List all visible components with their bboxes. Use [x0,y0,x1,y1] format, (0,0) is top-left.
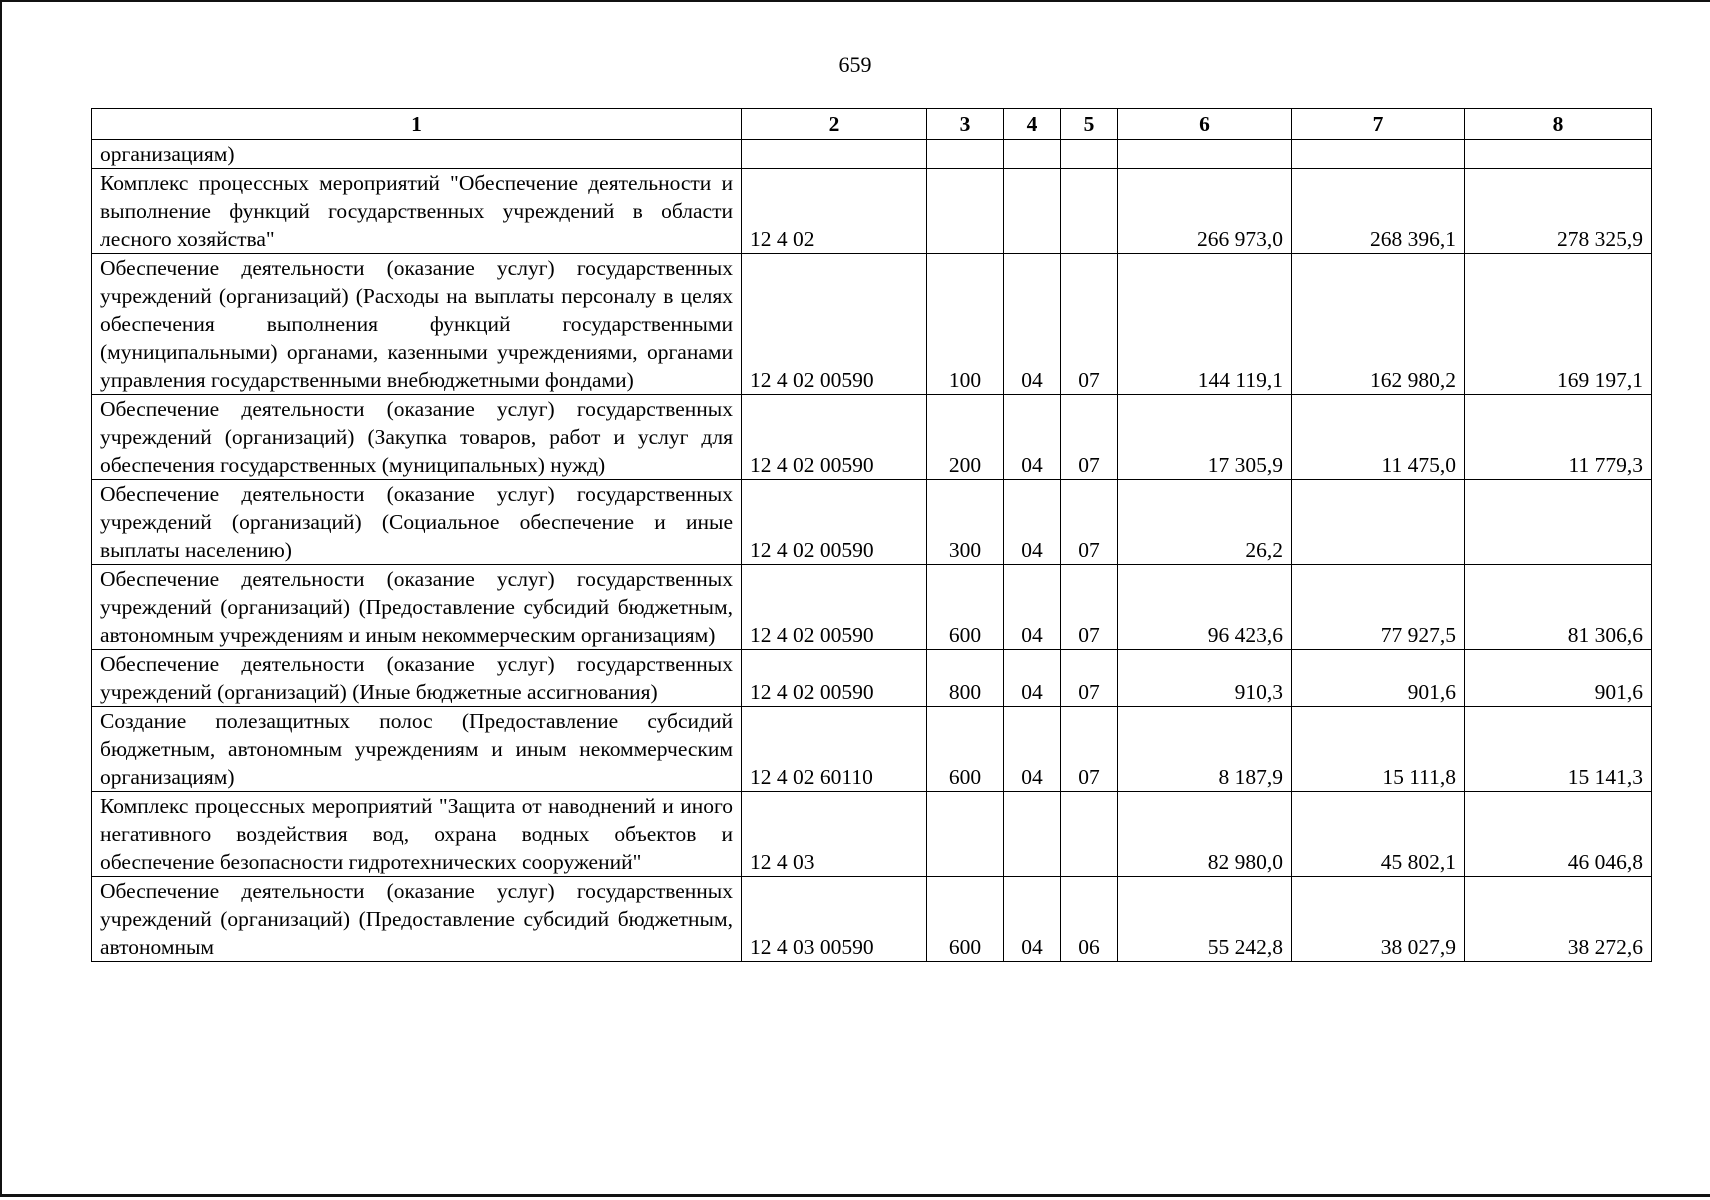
header-col-3: 3 [927,109,1004,140]
table-row [92,140,1652,169]
row-name: Обеспечение деятельности (оказание услуг) государственных учреждений (организаций) (Иные бюджетные ассигнования) [92,650,742,707]
row-subsection: 07 [1061,565,1118,650]
row-section [1004,140,1061,169]
row-expense-type [927,169,1004,254]
row-subsection: 07 [1061,480,1118,565]
table-row [92,792,1652,877]
row-name: Обеспечение деятельности (оказание услуг) государственных учреждений (организаций) (Расходы на выплаты персоналу в целях обеспечения выполнения функций государственными (муниципальными) органами, казенными учреждениями, органами управления государственными внебюджетными фондами) [92,254,742,395]
table-row [92,254,1652,395]
row-subsection: 07 [1061,395,1118,480]
row-expense-type: 600 [927,707,1004,792]
row-amount-col6: 82 980,0 [1118,792,1292,877]
row-name: Комплекс процессных мероприятий "Обеспечение деятельности и выполнение функций государственных учреждений в области лесного хозяйства" [92,169,742,254]
row-subsection: 07 [1061,650,1118,707]
row-amount-col7: 38 027,9 [1292,877,1465,962]
page-number: 659 [838,52,872,77]
row-section: 04 [1004,254,1061,395]
row-amount-col8: 169 197,1 [1465,254,1652,395]
row-amount-col8: 15 141,3 [1465,707,1652,792]
row-amount-col6: 910,3 [1118,650,1292,707]
row-amount-col7: 162 980,2 [1292,254,1465,395]
header-col-2: 2 [742,109,927,140]
row-amount-col8: 278 325,9 [1465,169,1652,254]
table-row [92,395,1652,480]
row-code: 12 4 02 60110 [742,707,927,792]
row-amount-col6: 8 187,9 [1118,707,1292,792]
header-col-8: 8 [1465,109,1652,140]
row-amount-col6: 55 242,8 [1118,877,1292,962]
row-code [742,140,927,169]
header-col-4: 4 [1004,109,1061,140]
row-subsection [1061,169,1118,254]
row-amount-col8: 81 306,6 [1465,565,1652,650]
row-subsection: 07 [1061,254,1118,395]
row-amount-col6: 17 305,9 [1118,395,1292,480]
row-name: Обеспечение деятельности (оказание услуг) государственных учреждений (организаций) (Предоставление субсидий бюджетным, автономным [92,877,742,962]
table-row [92,707,1652,792]
table-row [92,565,1652,650]
row-code: 12 4 02 00590 [742,565,927,650]
row-expense-type [927,792,1004,877]
row-amount-col6: 26,2 [1118,480,1292,565]
row-expense-type: 600 [927,877,1004,962]
row-expense-type: 800 [927,650,1004,707]
row-amount-col6: 266 973,0 [1118,169,1292,254]
row-expense-type: 100 [927,254,1004,395]
scan-border-top [0,0,1710,2]
row-amount-col7: 901,6 [1292,650,1465,707]
budget-table [91,108,1652,962]
row-section [1004,169,1061,254]
row-amount-col7: 77 927,5 [1292,565,1465,650]
row-amount-col6: 144 119,1 [1118,254,1292,395]
row-section: 04 [1004,480,1061,565]
scan-border-left [0,0,2,1196]
header-col-7: 7 [1292,109,1465,140]
row-code: 12 4 03 00590 [742,877,927,962]
row-code: 12 4 02 00590 [742,650,927,707]
row-subsection: 07 [1061,707,1118,792]
row-amount-col7: 15 111,8 [1292,707,1465,792]
row-section [1004,792,1061,877]
row-amount-col8: 11 779,3 [1465,395,1652,480]
row-name: Обеспечение деятельности (оказание услуг) государственных учреждений (организаций) (Социальное обеспечение и иные выплаты населению) [92,480,742,565]
row-amount-col8: 901,6 [1465,650,1652,707]
row-section: 04 [1004,707,1061,792]
row-expense-type [927,140,1004,169]
row-amount-col8 [1465,480,1652,565]
header-col-1: 1 [92,109,742,140]
table-row [92,650,1652,707]
row-code: 12 4 02 00590 [742,480,927,565]
row-name: Обеспечение деятельности (оказание услуг) государственных учреждений (организаций) (Предоставление субсидий бюджетным, автономным учреждениям и иным некоммерческим организациям) [92,565,742,650]
header-col-6: 6 [1118,109,1292,140]
row-amount-col6 [1118,140,1292,169]
header-row [92,109,1652,140]
row-code: 12 4 02 [742,169,927,254]
row-name: Обеспечение деятельности (оказание услуг) государственных учреждений (организаций) (Закупка товаров, работ и услуг для обеспечения государственных (муниципальных) нужд) [92,395,742,480]
row-subsection [1061,140,1118,169]
row-code: 12 4 02 00590 [742,254,927,395]
row-code: 12 4 03 [742,792,927,877]
row-name: Комплекс процессных мероприятий "Защита от наводнений и иного негативного воздействия вод, охрана водных объектов и обеспечение безопасности гидротехнических сооружений" [92,792,742,877]
table-row [92,480,1652,565]
row-section: 04 [1004,395,1061,480]
row-amount-col8: 38 272,6 [1465,877,1652,962]
header-col-5: 5 [1061,109,1118,140]
row-subsection: 06 [1061,877,1118,962]
scan-border-bottom [0,1194,1710,1197]
row-amount-col7: 11 475,0 [1292,395,1465,480]
row-subsection [1061,792,1118,877]
table-header [92,109,1652,140]
row-expense-type: 600 [927,565,1004,650]
row-amount-col7 [1292,140,1465,169]
row-expense-type: 300 [927,480,1004,565]
row-amount-col6: 96 423,6 [1118,565,1292,650]
row-expense-type: 200 [927,395,1004,480]
row-code: 12 4 02 00590 [742,395,927,480]
row-amount-col7: 268 396,1 [1292,169,1465,254]
row-amount-col8 [1465,140,1652,169]
table-row [92,169,1652,254]
row-section: 04 [1004,650,1061,707]
table-body [92,140,1652,962]
table-row [92,877,1652,962]
row-section: 04 [1004,877,1061,962]
row-amount-col7: 45 802,1 [1292,792,1465,877]
row-name: Создание полезащитных полос (Предоставление субсидий бюджетным, автономным учреждениям и иным некоммерческим организациям) [92,707,742,792]
row-section: 04 [1004,565,1061,650]
row-amount-col7 [1292,480,1465,565]
row-amount-col8: 46 046,8 [1465,792,1652,877]
row-name: организациям) [92,140,742,169]
